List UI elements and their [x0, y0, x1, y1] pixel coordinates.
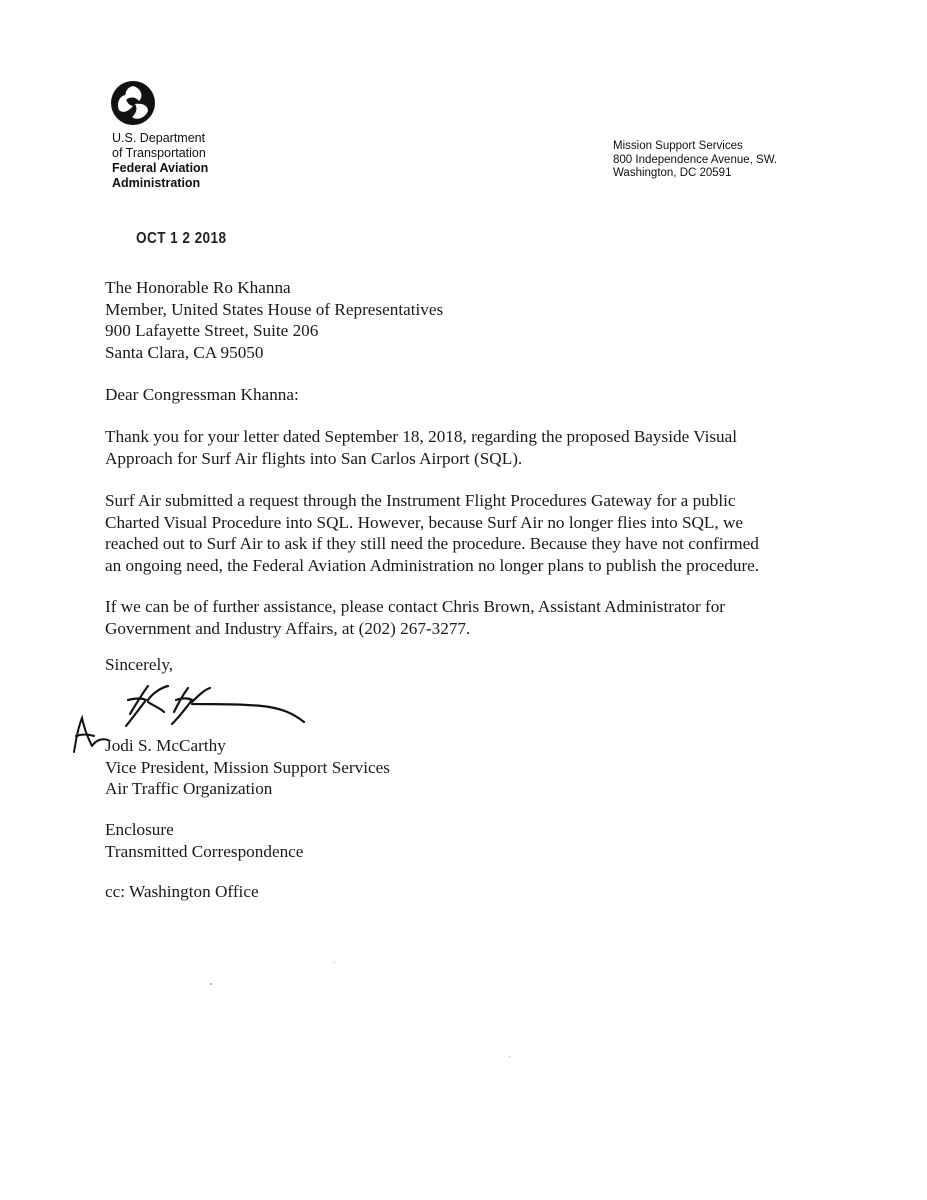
recipient-line-3: 900 Lafayette Street, Suite 206 [105, 321, 319, 340]
closing: Sincerely, [105, 655, 174, 674]
cc-line: cc: Washington Office [105, 882, 259, 901]
agency-bold-line-1: Federal Aviation [112, 161, 209, 175]
paragraph-1-line-1: Thank you for your letter dated September 18, 2018, regarding the proposed Bayside Visual [105, 427, 738, 446]
signer-name: Jodi S. McCarthy [105, 736, 226, 755]
paragraph-1-line-2: Approach for Surf Air flights into San Carlos Airport (SQL). [105, 448, 523, 468]
paragraph-3 [105, 596, 725, 639]
paragraph-2-line-2: Charted Visual Procedure into SQL. However, because Surf Air no longer flies into SQL, we [105, 512, 744, 532]
agency-bold-line-2: Administration [112, 176, 201, 190]
paragraph-2-line-1: Surf Air submitted a request through the Instrument Flight Procedures Gateway for a public [105, 491, 736, 510]
enclosure-label: Enclosure [105, 820, 174, 839]
paragraph-2-line-4: an ongoing need, the Federal Aviation Administration no longer plans to publish the procedure. [105, 555, 760, 575]
scan-speck [334, 962, 335, 963]
scan-speck [509, 1056, 510, 1057]
agency-line-1: U.S. Department [112, 131, 206, 145]
return-address-line-3: Washington, DC 20591 [613, 167, 732, 179]
salutation: Dear Congressman Khanna: [105, 385, 299, 404]
return-address [613, 140, 777, 181]
paragraph-2 [105, 490, 759, 576]
agency-name [112, 131, 208, 191]
return-address-line-2: 800 Independence Avenue, SW. [613, 153, 778, 166]
return-address-line-1: Mission Support Services [613, 140, 743, 152]
paragraph-1 [105, 426, 737, 469]
date-stamp: OCT 1 2 2018 [136, 230, 227, 247]
recipient-line-2: Member, United States House of Representatives [105, 299, 444, 319]
paragraph-2-line-3: reached out to Surf Air to ask if they still need the procedure. Because they have not confirmed [105, 534, 759, 553]
scan-speck [210, 983, 212, 985]
handwritten-signature [112, 678, 312, 738]
paragraph-3-line-1: If we can be of further assistance, please contact Chris Brown, Assistant Administrator for [105, 597, 726, 616]
enclosure-block [105, 819, 303, 862]
recipient-line-1: The Honorable Ro Khanna [105, 278, 291, 297]
enclosure-item: Transmitted Correspondence [105, 841, 304, 861]
paragraph-3-line-2: Government and Industry Affairs, at (202) 267-3277. [105, 618, 471, 638]
signer-title: Vice President, Mission Support Services [105, 757, 390, 777]
dot-triskelion-logo [110, 80, 156, 126]
recipient-address [105, 277, 443, 363]
signer-block [105, 735, 390, 800]
agency-line-2: of Transportation [112, 146, 206, 160]
recipient-line-4: Santa Clara, CA 95050 [105, 342, 264, 362]
signer-organization: Air Traffic Organization [105, 779, 273, 798]
